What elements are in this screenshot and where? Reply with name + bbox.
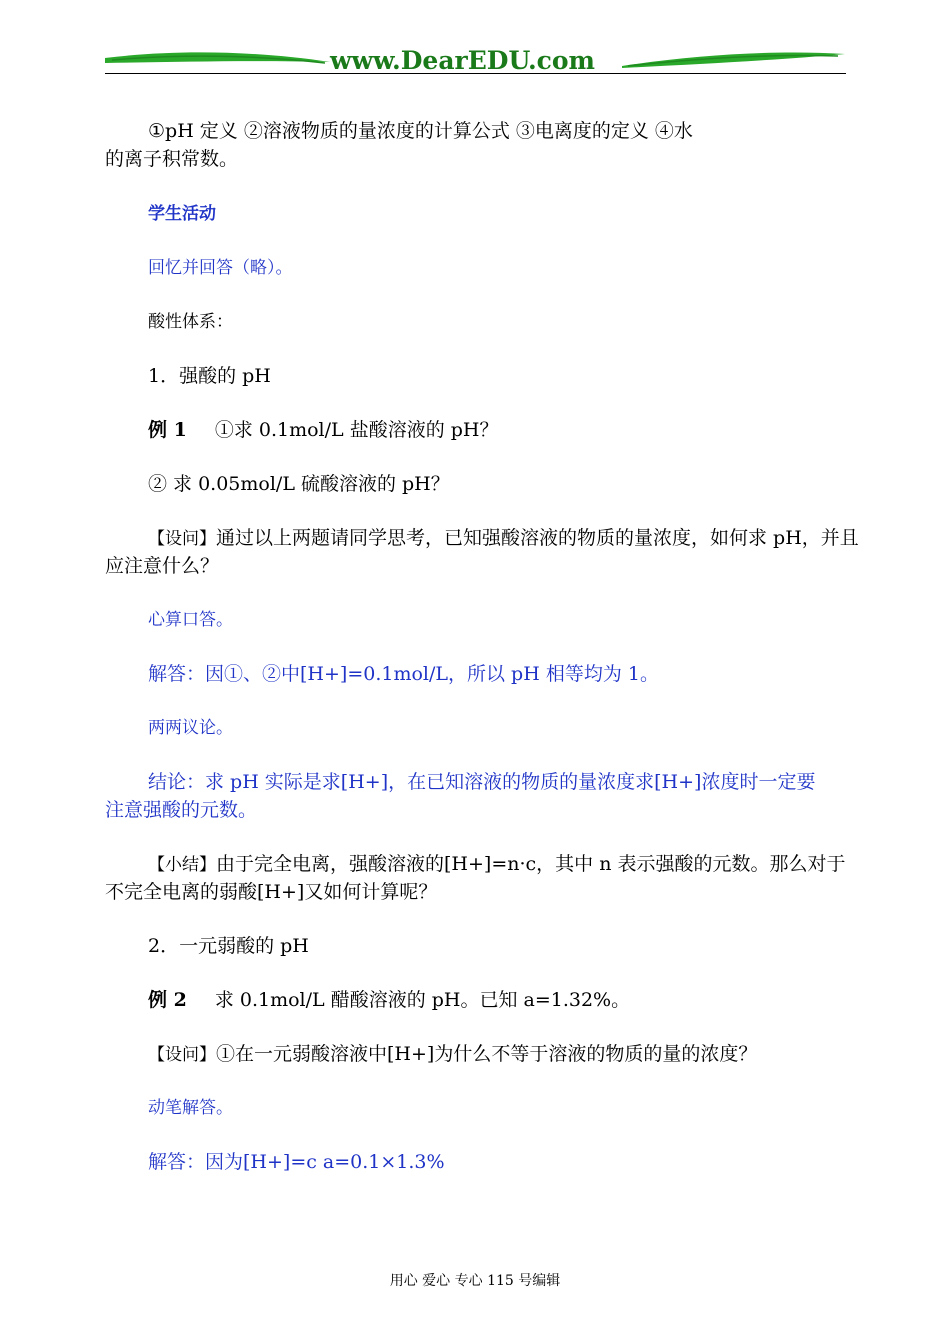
student-activity-heading: 学生活动 bbox=[148, 204, 216, 224]
answer-1: 解答：因①、②中[H+]=0.1mol/L，所以 pH 相等均为 1。 bbox=[148, 663, 659, 685]
conclusion-line-1: 结论：求 pH 实际是求[H+]，在已知溶液的物质的量浓度求[H+]浓度时一定要 bbox=[148, 771, 816, 793]
question-1-line-2: 应注意什么？ bbox=[105, 555, 220, 577]
recall-answer: 回忆并回答（略）。 bbox=[148, 258, 293, 278]
example-1-label: 例 1 bbox=[148, 419, 187, 441]
example-2-label: 例 2 bbox=[148, 989, 187, 1011]
header-divider bbox=[105, 73, 846, 74]
summary-tag: 【小结】 bbox=[148, 855, 216, 875]
question-2-row bbox=[148, 1041, 757, 1068]
summary-text: 由于完全电离，强酸溶液的[H+]=n·c，其中 n 表示强酸的元数。那么对于 bbox=[216, 853, 846, 875]
page-header bbox=[0, 0, 950, 90]
question-2-text: ①在一元弱酸溶液中[H+]为什么不等于溶液的物质的量的浓度？ bbox=[216, 1043, 758, 1065]
example-1-question-1: ①求 0.1mol/L 盐酸溶液的 pH？ bbox=[214, 419, 499, 441]
answer-2: 解答：因为[H+]=c a=0.1×1.3% bbox=[148, 1151, 445, 1173]
paragraph-1-line-2: 的离子积常数。 bbox=[105, 148, 239, 170]
summary-line-1 bbox=[148, 851, 845, 878]
example-1-question-2: ② 求 0.05mol/L 硫酸溶液的 pH？ bbox=[148, 473, 450, 495]
pen-answer-note: 动笔解答。 bbox=[148, 1098, 233, 1118]
example-1-row bbox=[148, 417, 498, 443]
question-1-line-1 bbox=[148, 525, 859, 552]
acid-system-label: 酸性体系： bbox=[148, 312, 233, 332]
site-logo-text: www.DearEDU.com bbox=[330, 46, 596, 75]
conclusion-line-2: 注意强酸的元数。 bbox=[105, 799, 258, 821]
mental-calc-note: 心算口答。 bbox=[148, 610, 233, 630]
header-swoosh-graphic bbox=[0, 0, 950, 90]
question-2-tag: 【设问】 bbox=[148, 1045, 216, 1065]
question-1-text: 通过以上两题请同学思考，已知强酸溶液的物质的量浓度，如何求 pH，并且 bbox=[216, 527, 859, 549]
discuss-note: 两两议论。 bbox=[148, 718, 233, 738]
question-tag: 【设问】 bbox=[148, 529, 216, 549]
summary-line-2: 不完全电离的弱酸[H+]又如何计算呢？ bbox=[105, 881, 438, 903]
page-footer: 用心 爱心 专心 115 号编辑 bbox=[389, 1273, 561, 1289]
section-heading-2: 2．一元弱酸的 pH bbox=[148, 935, 309, 957]
example-2-row bbox=[148, 987, 630, 1013]
section-heading-1: 1．强酸的 pH bbox=[148, 365, 271, 387]
paragraph-1-line-1: ①pH 定义 ②溶液物质的量浓度的计算公式 ③电离度的定义 ④水 bbox=[148, 120, 693, 142]
example-2-text: 求 0.1mol/L 醋酸溶液的 pH。已知 a=1.32%。 bbox=[214, 989, 631, 1011]
